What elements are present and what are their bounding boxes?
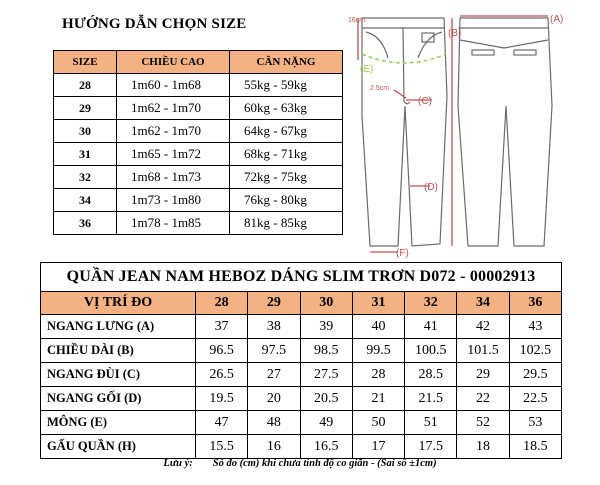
label-c: (C) bbox=[418, 96, 432, 107]
measurement-value: 27 bbox=[248, 363, 300, 387]
measurement-value: 21 bbox=[352, 387, 404, 411]
size-guide-row bbox=[54, 212, 343, 235]
measurement-label: NGANG ĐÙI (C) bbox=[41, 363, 196, 387]
measurement-value: 19.5 bbox=[196, 387, 248, 411]
measurement-row bbox=[41, 363, 562, 387]
measurement-value: 53 bbox=[509, 411, 561, 435]
height-cell: 1m65 - 1m72 bbox=[117, 143, 230, 166]
measurement-label: CHIỀU DÀI (B) bbox=[41, 339, 196, 363]
measurement-value: 48 bbox=[248, 411, 300, 435]
measurement-value: 17 bbox=[352, 435, 404, 459]
measurement-value: 22 bbox=[457, 387, 509, 411]
header-size-31: 31 bbox=[352, 292, 404, 315]
height-cell: 1m73 - 1m80 bbox=[117, 189, 230, 212]
label-d: (D) bbox=[424, 182, 438, 193]
measurement-value: 49 bbox=[300, 411, 352, 435]
height-cell: 1m68 - 1m73 bbox=[117, 166, 230, 189]
size-guide-row bbox=[54, 189, 343, 212]
size-cell: 34 bbox=[54, 189, 117, 212]
measurement-value: 97.5 bbox=[248, 339, 300, 363]
header-size-30: 30 bbox=[300, 292, 352, 315]
header-weight: CÂN NẶNG bbox=[230, 51, 343, 74]
size-cell: 31 bbox=[54, 143, 117, 166]
measurement-value: 50 bbox=[352, 411, 404, 435]
measurement-value: 100.5 bbox=[405, 339, 457, 363]
measurement-value: 29 bbox=[457, 363, 509, 387]
header-size-29: 29 bbox=[248, 292, 300, 315]
header-height: CHIỀU CAO bbox=[117, 51, 230, 74]
measurement-value: 28 bbox=[352, 363, 404, 387]
size-guide-row bbox=[54, 166, 343, 189]
measurement-value: 102.5 bbox=[509, 339, 561, 363]
header-size: SIZE bbox=[54, 51, 117, 74]
measurement-value: 41 bbox=[405, 315, 457, 339]
measurement-label: MÔNG (E) bbox=[41, 411, 196, 435]
weight-cell: 60kg - 63kg bbox=[230, 97, 343, 120]
measurement-value: 96.5 bbox=[196, 339, 248, 363]
label-e: (E) bbox=[360, 64, 374, 75]
label-b: (B) bbox=[448, 28, 462, 39]
weight-cell: 68kg - 71kg bbox=[230, 143, 343, 166]
measurement-value: 39 bbox=[300, 315, 352, 339]
size-guide-row bbox=[54, 74, 343, 97]
back-pocket-right bbox=[514, 50, 536, 55]
measurement-value: 18 bbox=[457, 435, 509, 459]
measurement-label: NGANG GỐI (D) bbox=[41, 387, 196, 411]
weight-cell: 55kg - 59kg bbox=[230, 74, 343, 97]
measurement-label: NGANG LƯNG (A) bbox=[41, 315, 196, 339]
size-cell: 29 bbox=[54, 97, 117, 120]
pants-measurement-diagram bbox=[348, 6, 598, 258]
size-guide-row bbox=[54, 143, 343, 166]
measurement-row bbox=[41, 387, 562, 411]
measurement-row bbox=[41, 315, 562, 339]
weight-cell: 72kg - 75kg bbox=[230, 166, 343, 189]
size-cell: 36 bbox=[54, 212, 117, 235]
measurement-value: 37 bbox=[196, 315, 248, 339]
size-guide-header-row bbox=[54, 51, 343, 74]
label-a: (A) bbox=[550, 14, 564, 25]
measurement-value: 43 bbox=[509, 315, 561, 339]
measurement-value: 29.5 bbox=[509, 363, 561, 387]
size-cell: 30 bbox=[54, 120, 117, 143]
measurement-value: 47 bbox=[196, 411, 248, 435]
size-cell: 32 bbox=[54, 166, 117, 189]
height-cell: 1m78 - 1m85 bbox=[117, 212, 230, 235]
measurement-value: 27.5 bbox=[300, 363, 352, 387]
measurement-value: 101.5 bbox=[457, 339, 509, 363]
header-size-28: 28 bbox=[196, 292, 248, 315]
product-title: QUẦN JEAN NAM HEBOZ DÁNG SLIM TRƠN D072 - 00002913 bbox=[41, 263, 562, 292]
measurement-value: 16.5 bbox=[300, 435, 352, 459]
measurement-header-row bbox=[41, 292, 562, 315]
height-cell: 1m62 - 1m70 bbox=[117, 97, 230, 120]
measurement-value: 51 bbox=[405, 411, 457, 435]
note-text: Số đo (cm) khi chưa tính độ co giãn - (Sai số ±1cm) bbox=[212, 458, 437, 469]
measurement-value: 40 bbox=[352, 315, 404, 339]
header-position: VỊ TRÍ ĐO bbox=[41, 292, 196, 315]
note-label: Lưu ý: bbox=[163, 458, 193, 469]
label-f: (F) bbox=[396, 248, 409, 258]
front-pocket-left bbox=[366, 32, 388, 58]
back-pocket-left bbox=[472, 50, 494, 55]
measurement-value: 38 bbox=[248, 315, 300, 339]
measurement-value: 16 bbox=[248, 435, 300, 459]
header-size-34: 34 bbox=[457, 292, 509, 315]
measurement-value: 22.5 bbox=[509, 387, 561, 411]
measurement-table bbox=[40, 262, 562, 459]
measurement-value: 15.5 bbox=[196, 435, 248, 459]
measurement-value: 42 bbox=[457, 315, 509, 339]
front-fly bbox=[403, 28, 410, 104]
measurement-value: 21.5 bbox=[405, 387, 457, 411]
measurement-value: 18.5 bbox=[509, 435, 561, 459]
header-size-36: 36 bbox=[509, 292, 561, 315]
measurement-value: 20.5 bbox=[300, 387, 352, 411]
measurement-value: 99.5 bbox=[352, 339, 404, 363]
measurement-value: 52 bbox=[457, 411, 509, 435]
size-guide-row bbox=[54, 120, 343, 143]
pants-front-outline bbox=[362, 18, 447, 246]
back-yoke bbox=[460, 40, 548, 48]
measurement-value: 20 bbox=[248, 387, 300, 411]
size-guide-title: HƯỚNG DẪN CHỌN SIZE bbox=[62, 16, 247, 32]
height-cell: 1m62 - 1m70 bbox=[117, 120, 230, 143]
weight-cell: 81kg - 85kg bbox=[230, 212, 343, 235]
measurement-row bbox=[41, 339, 562, 363]
size-guide-table bbox=[53, 50, 343, 235]
weight-cell: 64kg - 67kg bbox=[230, 120, 343, 143]
measurement-title-row bbox=[41, 263, 562, 292]
measurement-row bbox=[41, 435, 562, 459]
measurement-value: 28.5 bbox=[405, 363, 457, 387]
measurement-value: 17.5 bbox=[405, 435, 457, 459]
label-rise: 16cm bbox=[348, 17, 366, 24]
measurement-value: 98.5 bbox=[300, 339, 352, 363]
label-offset: 2.5cm bbox=[370, 85, 390, 92]
header-size-32: 32 bbox=[405, 292, 457, 315]
measurement-row bbox=[41, 411, 562, 435]
measurement-value: 26.5 bbox=[196, 363, 248, 387]
height-cell: 1m60 - 1m68 bbox=[117, 74, 230, 97]
note bbox=[0, 458, 600, 469]
measurement-label: GẤU QUẦN (H) bbox=[41, 435, 196, 459]
weight-cell: 76kg - 80kg bbox=[230, 189, 343, 212]
size-cell: 28 bbox=[54, 74, 117, 97]
size-guide-row bbox=[54, 97, 343, 120]
